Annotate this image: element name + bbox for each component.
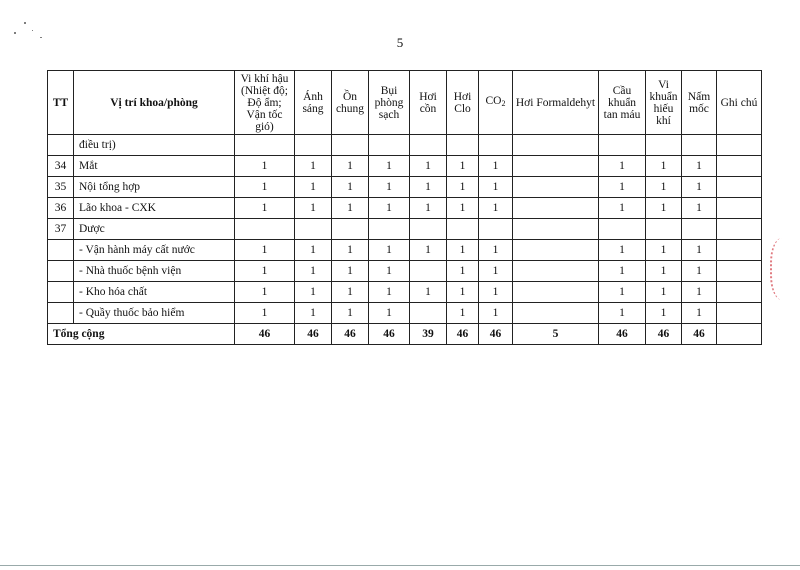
total-hoiclo: 46 xyxy=(447,324,479,345)
total-hoicon: 39 xyxy=(410,324,447,345)
cell-vikhuan: 1 xyxy=(646,177,682,198)
cell-onchung: 1 xyxy=(332,303,369,324)
row-location: Dược xyxy=(74,219,235,240)
cell-caukhuan: 1 xyxy=(599,177,646,198)
scan-speck xyxy=(32,30,33,31)
cell-hoiclo xyxy=(447,135,479,156)
cell-hoicon: 1 xyxy=(410,282,447,303)
scan-speck xyxy=(40,37,42,38)
cell-caukhuan: 1 xyxy=(599,303,646,324)
row-number xyxy=(48,135,74,156)
cell-co2 xyxy=(479,135,513,156)
cell-nammoc: 1 xyxy=(682,240,717,261)
cell-hoiclo: 1 xyxy=(447,282,479,303)
cell-vikhihau: 1 xyxy=(235,177,295,198)
cell-hoiclo: 1 xyxy=(447,198,479,219)
row-location: Mắt xyxy=(74,156,235,177)
monitoring-table xyxy=(47,70,762,345)
cell-bui: 1 xyxy=(369,303,410,324)
cell-onchung: 1 xyxy=(332,240,369,261)
cell-nammoc: 1 xyxy=(682,156,717,177)
cell-vikhuan: 1 xyxy=(646,240,682,261)
cell-nammoc: 1 xyxy=(682,261,717,282)
total-vikhihau: 46 xyxy=(235,324,295,345)
cell-anhsang: 1 xyxy=(295,261,332,282)
row-number: 36 xyxy=(48,198,74,219)
cell-caukhuan: 1 xyxy=(599,240,646,261)
cell-hoicon xyxy=(410,261,447,282)
total-onchung: 46 xyxy=(332,324,369,345)
total-co2: 46 xyxy=(479,324,513,345)
table-row xyxy=(48,156,762,177)
cell-co2: 1 xyxy=(479,177,513,198)
table-row xyxy=(48,198,762,219)
cell-co2: 1 xyxy=(479,156,513,177)
cell-ghichu xyxy=(717,219,762,240)
cell-formaldehyt xyxy=(513,240,599,261)
cell-hoiclo: 1 xyxy=(447,261,479,282)
column-header-caukhuan: Cầu khuẩn tan máu xyxy=(599,71,646,135)
scan-edge xyxy=(0,565,800,566)
cell-anhsang: 1 xyxy=(295,156,332,177)
row-number xyxy=(48,282,74,303)
cell-anhsang: 1 xyxy=(295,282,332,303)
cell-nammoc xyxy=(682,219,717,240)
cell-nammoc xyxy=(682,135,717,156)
cell-vikhihau: 1 xyxy=(235,303,295,324)
cell-anhsang xyxy=(295,135,332,156)
column-header-onchung: Ồn chung xyxy=(332,71,369,135)
total-ghichu xyxy=(717,324,762,345)
table-row xyxy=(48,219,762,240)
cell-formaldehyt xyxy=(513,135,599,156)
cell-vikhuan: 1 xyxy=(646,303,682,324)
cell-hoicon: 1 xyxy=(410,240,447,261)
cell-hoicon xyxy=(410,135,447,156)
total-caukhuan: 46 xyxy=(599,324,646,345)
cell-co2: 1 xyxy=(479,198,513,219)
cell-onchung: 1 xyxy=(332,261,369,282)
cell-bui xyxy=(369,135,410,156)
cell-ghichu xyxy=(717,261,762,282)
cell-caukhuan xyxy=(599,219,646,240)
table-row xyxy=(48,135,762,156)
total-row xyxy=(48,324,762,345)
row-location: - Vận hành máy cất nước xyxy=(74,240,235,261)
column-header-vikhuan: Vi khuẩn hiếu khí xyxy=(646,71,682,135)
total-label: Tổng cộng xyxy=(48,324,235,345)
cell-bui: 1 xyxy=(369,177,410,198)
cell-co2: 1 xyxy=(479,240,513,261)
cell-vikhihau: 1 xyxy=(235,156,295,177)
cell-onchung xyxy=(332,135,369,156)
column-header-co2: $CO_2$ xyxy=(479,71,513,135)
total-nammoc: 46 xyxy=(682,324,717,345)
table-row xyxy=(48,282,762,303)
table-header xyxy=(48,71,762,135)
cell-vikhuan: 1 xyxy=(646,282,682,303)
cell-nammoc: 1 xyxy=(682,198,717,219)
cell-formaldehyt xyxy=(513,198,599,219)
cell-formaldehyt xyxy=(513,219,599,240)
cell-hoiclo: 1 xyxy=(447,303,479,324)
row-location: - Quầy thuốc bảo hiểm xyxy=(74,303,235,324)
total-bui: 46 xyxy=(369,324,410,345)
cell-ghichu xyxy=(717,135,762,156)
cell-anhsang xyxy=(295,219,332,240)
cell-vikhihau: 1 xyxy=(235,240,295,261)
row-location: - Nhà thuốc bệnh viện xyxy=(74,261,235,282)
cell-caukhuan: 1 xyxy=(599,198,646,219)
cell-anhsang: 1 xyxy=(295,177,332,198)
cell-vikhihau: 1 xyxy=(235,261,295,282)
total-vikhuan: 46 xyxy=(646,324,682,345)
scan-speck xyxy=(14,32,16,34)
row-location: Nội tổng hợp xyxy=(74,177,235,198)
cell-nammoc: 1 xyxy=(682,282,717,303)
cell-ghichu xyxy=(717,282,762,303)
cell-hoicon: 1 xyxy=(410,198,447,219)
cell-formaldehyt xyxy=(513,177,599,198)
cell-co2: 1 xyxy=(479,261,513,282)
cell-onchung: 1 xyxy=(332,156,369,177)
cell-hoicon xyxy=(410,219,447,240)
column-header-tt: TT xyxy=(48,71,74,135)
cell-vikhuan: 1 xyxy=(646,198,682,219)
row-number: 35 xyxy=(48,177,74,198)
total-anhsang: 46 xyxy=(295,324,332,345)
row-location: Lão khoa - CXK xyxy=(74,198,235,219)
cell-bui: 1 xyxy=(369,261,410,282)
cell-formaldehyt xyxy=(513,282,599,303)
cell-caukhuan xyxy=(599,135,646,156)
cell-co2: 1 xyxy=(479,282,513,303)
total-formaldehyt: 5 xyxy=(513,324,599,345)
table-row xyxy=(48,240,762,261)
row-number xyxy=(48,261,74,282)
cell-hoiclo: 1 xyxy=(447,156,479,177)
table-row xyxy=(48,303,762,324)
column-header-bui: Bụi phòng sạch xyxy=(369,71,410,135)
column-header-vitri: Vị trí khoa/phòng xyxy=(74,71,235,135)
cell-onchung: 1 xyxy=(332,282,369,303)
cell-vikhihau: 1 xyxy=(235,282,295,303)
column-header-vikhihau: Vi khí hậu (Nhiệt độ; Độ ẩm; Vận tốc gió) xyxy=(235,71,295,135)
column-header-ghichu: Ghi chú xyxy=(717,71,762,135)
column-header-hoicon: Hơi cồn xyxy=(410,71,447,135)
row-number xyxy=(48,303,74,324)
cell-onchung xyxy=(332,219,369,240)
row-number xyxy=(48,240,74,261)
table-row xyxy=(48,177,762,198)
table-row xyxy=(48,261,762,282)
cell-vikhuan xyxy=(646,219,682,240)
cell-onchung: 1 xyxy=(332,177,369,198)
cell-hoiclo xyxy=(447,219,479,240)
column-header-hoiclo: Hơi Clo xyxy=(447,71,479,135)
column-header-nammoc: Nấm mốc xyxy=(682,71,717,135)
cell-vikhihau xyxy=(235,219,295,240)
cell-anhsang: 1 xyxy=(295,198,332,219)
cell-onchung: 1 xyxy=(332,198,369,219)
row-number: 37 xyxy=(48,219,74,240)
cell-vikhihau xyxy=(235,135,295,156)
row-location: điều trị) xyxy=(74,135,235,156)
cell-vikhihau: 1 xyxy=(235,198,295,219)
row-location: - Kho hóa chất xyxy=(74,282,235,303)
cell-formaldehyt xyxy=(513,156,599,177)
cell-co2 xyxy=(479,219,513,240)
cell-ghichu xyxy=(717,156,762,177)
cell-bui: 1 xyxy=(369,282,410,303)
row-number: 34 xyxy=(48,156,74,177)
cell-caukhuan: 1 xyxy=(599,282,646,303)
cell-anhsang: 1 xyxy=(295,240,332,261)
cell-ghichu xyxy=(717,177,762,198)
cell-caukhuan: 1 xyxy=(599,261,646,282)
cell-hoicon: 1 xyxy=(410,177,447,198)
cell-formaldehyt xyxy=(513,261,599,282)
cell-anhsang: 1 xyxy=(295,303,332,324)
cell-hoicon xyxy=(410,303,447,324)
cell-vikhuan: 1 xyxy=(646,261,682,282)
cell-bui: 1 xyxy=(369,240,410,261)
cell-ghichu xyxy=(717,240,762,261)
column-header-anhsang: Ánh sáng xyxy=(295,71,332,135)
cell-vikhuan xyxy=(646,135,682,156)
cell-caukhuan: 1 xyxy=(599,156,646,177)
cell-ghichu xyxy=(717,198,762,219)
stamp-edge xyxy=(770,238,800,300)
cell-co2: 1 xyxy=(479,303,513,324)
cell-bui: 1 xyxy=(369,156,410,177)
cell-hoicon: 1 xyxy=(410,156,447,177)
cell-ghichu xyxy=(717,303,762,324)
cell-bui: 1 xyxy=(369,198,410,219)
table-body xyxy=(48,135,762,345)
cell-hoiclo: 1 xyxy=(447,177,479,198)
cell-nammoc: 1 xyxy=(682,177,717,198)
page-number: 5 xyxy=(396,35,404,50)
cell-hoiclo: 1 xyxy=(447,240,479,261)
cell-nammoc: 1 xyxy=(682,303,717,324)
cell-vikhuan: 1 xyxy=(646,156,682,177)
cell-formaldehyt xyxy=(513,303,599,324)
column-header-formaldehyt: Hơi Formaldehyt xyxy=(513,71,599,135)
cell-bui xyxy=(369,219,410,240)
scan-speck xyxy=(24,22,26,24)
